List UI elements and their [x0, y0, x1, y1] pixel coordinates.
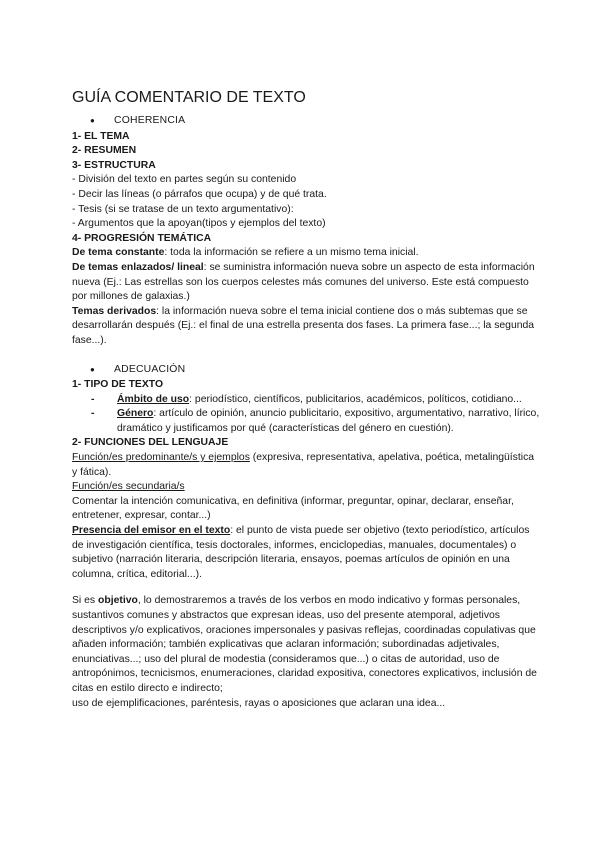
estructura-item: - Decir las líneas (o párrafos que ocupa) y de qué trata.: [72, 188, 327, 200]
term: Género: [117, 408, 154, 420]
paragraph-predominante: [72, 451, 542, 480]
estructura-item: - Tesis (si se tratase de un texto argumentativo):: [72, 203, 294, 215]
term: objetivo: [98, 595, 138, 607]
term: De temas enlazados/ lineal: [72, 261, 204, 273]
section-bullet-coherencia: [72, 114, 542, 129]
paragraph-secundaria: Comentar la intención comunicativa, en definitiva (informar, preguntar, opinar, declarar, enseñar, entretener, expresar, contar...): [72, 495, 514, 522]
text: , lo demostraremos a través de los verbos en modo indicativo y formas personales, sustantivos comunes y abstractos que expresan ideas, uso del presente atemporal, adjetivos descriptivos y/o explicativos, oraciones impersonales y pasivas reflejas, coordinadas copulativas que añaden información; también explicativas que aclaran información; subordinadas adjetivales, enunciativas...; uso del plural de modestia (consideramos que...) o citas de autoridad, uso de antropónimos, tecnicismos, enumeraciones, claridad expositiva, conectores explicativos, inclusión de citas en estilo directo e indirecto;: [72, 595, 537, 694]
term: De tema constante: [72, 247, 165, 259]
estructura-item: - Argumentos que la apoyan(tipos y ejemplos del texto): [72, 218, 326, 230]
term: Temas derivados: [72, 305, 157, 317]
text: (expresiva, representativa, apelativa, poética, metalingüística y fática).: [72, 452, 535, 478]
text: : periodístico, científicos, publicitarios, académicos, políticos, cotidiano...: [189, 393, 522, 405]
section-label: COHERENCIA: [114, 115, 186, 126]
text: : el punto de vista puede ser objetivo (texto periodístico, artículos de investigación científica, tesis doctorales, informes, enciclopedias, manuales, documentales) o subjetivo (narración literaria, descripción literaria, ensayos, poemas artículos de opinión en una columna, crítica, editorial...).: [72, 525, 530, 580]
heading-secundaria: Función/es secundaria/s: [72, 481, 185, 493]
paragraph-temas-enlazados: [72, 261, 542, 305]
text: : se suministra información nueva sobre un aspecto de esta información nueva (Ej.: Las estrellas son los cuerpos celestes más comunes del universo. Este está compuesto por millones de galaxias.): [72, 261, 535, 303]
bullet-dot-icon: ●: [90, 116, 95, 125]
text: : la información nueva sobre el tema inicial contiene dos o más subtemas que se desarrollarán después (Ej.: el final de una estrella presenta dos fases. La primera fase...; la segunda fase...).: [72, 305, 535, 346]
document-body: [72, 88, 542, 711]
heading-funciones: 2- FUNCIONES DEL LENGUAJE: [72, 437, 229, 449]
paragraph-tema-constante: [72, 246, 542, 261]
section-label: ADECUACIÓN: [114, 363, 186, 375]
text: Si es: [72, 595, 98, 607]
estructura-item: - División del texto en partes según su contenido: [72, 174, 297, 186]
heading-progresion: 4- PROGRESIÓN TEMÁTICA: [72, 232, 212, 244]
heading-resumen: 2- RESUMEN: [72, 145, 137, 157]
dash-marker: -: [91, 393, 95, 405]
list-item-ambito: [91, 393, 542, 408]
heading-el-tema: 1- EL TEMA: [72, 130, 130, 142]
text: : toda la información se refiere a un mismo tema inicial.: [164, 247, 419, 259]
term: Ámbito de uso: [117, 393, 190, 405]
paragraph-objetivo-cont: uso de ejemplificaciones, paréntesis, rayas o aposiciones que aclaran una idea...: [72, 697, 446, 709]
paragraph-emisor: [72, 524, 542, 582]
text: : artículo de opinión, anuncio publicitario, expositivo, argumentativo, narrativo, lírico, dramático y justificamos por qué (características del género en cuestión).: [117, 408, 540, 434]
list-item-genero: [91, 407, 542, 436]
heading-tipo-texto: 1- TIPO DE TEXTO: [72, 379, 164, 391]
paragraph-objetivo: [72, 594, 542, 696]
term: Función/es predominante/s y ejemplos: [72, 452, 250, 464]
item-text: [117, 393, 542, 408]
page-title: GUÍA COMENTARIO DE TEXTO: [72, 89, 306, 106]
dash-marker: -: [91, 408, 95, 420]
spacer: [72, 349, 542, 363]
section-bullet-adecuacion: [72, 363, 542, 378]
term: Presencia del emisor en el texto: [72, 525, 231, 537]
paragraph-temas-derivados: [72, 305, 542, 349]
item-text: [117, 407, 542, 436]
heading-estructura: 3- ESTRUCTURA: [72, 159, 156, 171]
bullet-dot-icon: ●: [90, 364, 95, 374]
spacer: [72, 582, 542, 594]
